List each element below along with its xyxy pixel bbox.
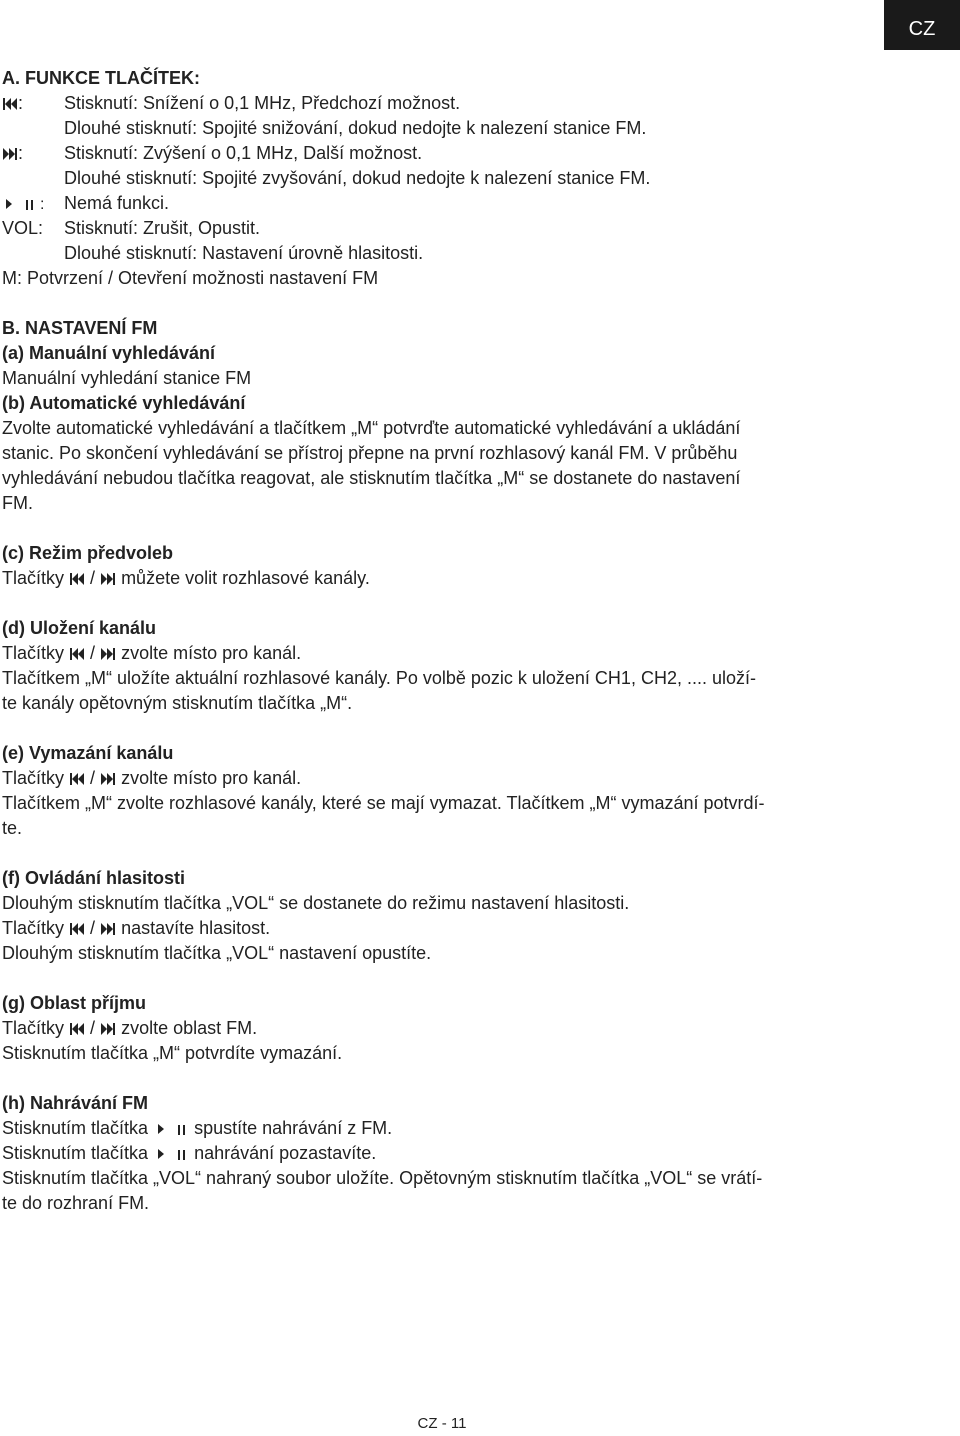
section-a-title: A. FUNKCE TLAČÍTEK: bbox=[2, 68, 200, 88]
fm-recording-text-2 bbox=[2, 1141, 882, 1166]
volume-control-post: nastavíte hlasitost. bbox=[121, 918, 271, 938]
volume-control-text-2: Tlačítky / nastavíte hlasitost. bbox=[2, 918, 271, 938]
delete-channel-title: (e) Vymazání kanálu bbox=[2, 743, 174, 763]
auto-search-text-1: Zvolte automatické vyhledávání a tlačítkem „M“ potvrďte automatické vyhledávání a ukládání bbox=[2, 418, 741, 438]
prev-key-long: Dlouhé stisknutí: Spojité snižování, dokud nedojte k nalezení stanice FM. bbox=[64, 118, 647, 138]
volume-control-pre: Tlačítky bbox=[2, 918, 65, 938]
delete-channel-post: zvolte místo pro kanál. bbox=[121, 768, 302, 788]
play-pause-icon bbox=[153, 1147, 189, 1161]
m-key-desc: : Potvrzení / Otevření možnosti nastavení FM bbox=[17, 268, 379, 288]
auto-search-text-2: stanic. Po skončení vyhledávání se přístroj přepne na první rozhlasový kanál FM. V průběhu bbox=[2, 443, 738, 463]
m-key-label: M bbox=[2, 268, 17, 288]
auto-search-title: (b) Automatické vyhledávání bbox=[2, 393, 246, 413]
vol-key-label: VOL bbox=[2, 218, 39, 238]
next-track-icon bbox=[100, 572, 116, 586]
reception-area-text-1: Tlačítky / zvolte oblast FM. bbox=[2, 1018, 258, 1038]
fm-recording-title: (h) Nahrávání FM bbox=[2, 1093, 149, 1113]
reception-area-pre: Tlačítky bbox=[2, 1018, 65, 1038]
next-key-long: Dlouhé stisknutí: Spojité zvyšování, dokud nedojte k nalezení stanice FM. bbox=[64, 168, 651, 188]
fm-recording-text-4: te do rozhraní FM. bbox=[2, 1193, 150, 1213]
next-track-icon bbox=[2, 147, 18, 161]
language-label: CZ bbox=[908, 17, 936, 40]
fm-recording-text-1 bbox=[2, 1116, 882, 1141]
page-content bbox=[2, 66, 882, 1216]
delete-channel-pre: Tlačítky bbox=[2, 768, 65, 788]
save-channel-pre: Tlačítky bbox=[2, 643, 65, 663]
delete-channel-text-2: Tlačítkem „M“ zvolte rozhlasové kanály, které se mají vymazat. Tlačítkem „M“ vymazání potvrdí- bbox=[2, 793, 765, 813]
m-key-row bbox=[2, 266, 882, 291]
preset-mode-post: můžete volit rozhlasové kanály. bbox=[121, 568, 370, 588]
vol-key-row: VOL: Stisknutí: Zrušit, Opustit. bbox=[2, 218, 261, 238]
next-track-icon bbox=[100, 1022, 116, 1036]
next-key-row: : Stisknutí: Zvýšení o 0,1 MHz, Další možnost. bbox=[2, 141, 882, 166]
auto-search-text-3: vyhledávání nebudou tlačítka reagovat, ale stisknutím tlačítka „M“ se dostanete do nastavení bbox=[2, 468, 741, 488]
prev-track-icon bbox=[69, 1022, 85, 1036]
section-b-title: B. NASTAVENÍ FM bbox=[2, 318, 158, 338]
fm-recording-pre-1: Stisknutím tlačítka bbox=[2, 1118, 149, 1138]
play-pause-icon bbox=[2, 197, 50, 211]
volume-control-title: (f) Ovládání hlasitosti bbox=[2, 868, 186, 888]
svg-text::: : bbox=[40, 197, 45, 211]
play-key-row bbox=[2, 191, 882, 216]
prev-track-icon bbox=[69, 772, 85, 786]
next-track-icon bbox=[100, 647, 116, 661]
preset-mode-title: (c) Režim předvoleb bbox=[2, 543, 174, 563]
vol-key-desc: Stisknutí: Zrušit, Opustit. bbox=[64, 218, 261, 238]
reception-area-post: zvolte oblast FM. bbox=[121, 1018, 258, 1038]
prev-track-icon bbox=[69, 922, 85, 936]
delete-channel-text-1: Tlačítky / zvolte místo pro kanál. bbox=[2, 768, 302, 788]
prev-track-icon bbox=[69, 647, 85, 661]
prev-key-row: : Stisknutí: Snížení o 0,1 MHz, Předchozí možnost. bbox=[2, 91, 882, 116]
manual-search-text: Manuální vyhledání stanice FM bbox=[2, 368, 252, 388]
prev-track-icon bbox=[2, 97, 18, 111]
prev-key-desc: Stisknutí: Snížení o 0,1 MHz, Předchozí možnost. bbox=[64, 93, 461, 113]
fm-recording-text-3: Stisknutím tlačítka „VOL“ nahraný soubor uložíte. Opětovným stisknutím tlačítka „VOL“ se vrátí- bbox=[2, 1168, 763, 1188]
reception-area-title: (g) Oblast příjmu bbox=[2, 993, 146, 1013]
save-channel-title: (d) Uložení kanálu bbox=[2, 618, 157, 638]
delete-channel-text-3: te. bbox=[2, 818, 23, 838]
play-key-desc: Nemá funkci. bbox=[64, 193, 170, 213]
fm-recording-pre-2: Stisknutím tlačítka bbox=[2, 1143, 149, 1163]
auto-search-text-4: FM. bbox=[2, 493, 33, 513]
language-tab bbox=[884, 0, 960, 50]
volume-control-text-1: Dlouhým stisknutím tlačítka „VOL“ se dostanete do režimu nastavení hlasitosti. bbox=[2, 893, 630, 913]
next-key-desc: Stisknutí: Zvýšení o 0,1 MHz, Další možnost. bbox=[64, 143, 423, 163]
preset-mode-text: Tlačítky / můžete volit rozhlasové kanály. bbox=[2, 568, 370, 588]
save-channel-text-2: Tlačítkem „M“ uložíte aktuální rozhlasové kanály. Po volbě pozic k uložení CH1, CH2, .... uloží- bbox=[2, 668, 756, 688]
save-channel-text-1: Tlačítky / zvolte místo pro kanál. bbox=[2, 643, 302, 663]
volume-control-text-3: Dlouhým stisknutím tlačítka „VOL“ nastavení opustíte. bbox=[2, 943, 432, 963]
manual-search-title: (a) Manuální vyhledávání bbox=[2, 343, 216, 363]
vol-key-long: Dlouhé stisknutí: Nastavení úrovně hlasitosti. bbox=[64, 243, 424, 263]
reception-area-text-2: Stisknutím tlačítka „M“ potvrdíte vymazání. bbox=[2, 1043, 343, 1063]
fm-recording-post-1: spustíte nahrávání z FM. bbox=[194, 1118, 393, 1138]
save-channel-post: zvolte místo pro kanál. bbox=[121, 643, 302, 663]
save-channel-text-3: te kanály opětovným stisknutím tlačítka „M“. bbox=[2, 693, 353, 713]
fm-recording-post-2: nahrávání pozastavíte. bbox=[194, 1143, 377, 1163]
preset-mode-pre: Tlačítky bbox=[2, 568, 65, 588]
play-pause-icon bbox=[153, 1122, 189, 1136]
page-number: CZ - 11 bbox=[417, 1415, 467, 1432]
next-track-icon bbox=[100, 922, 116, 936]
next-track-icon bbox=[100, 772, 116, 786]
prev-track-icon bbox=[69, 572, 85, 586]
